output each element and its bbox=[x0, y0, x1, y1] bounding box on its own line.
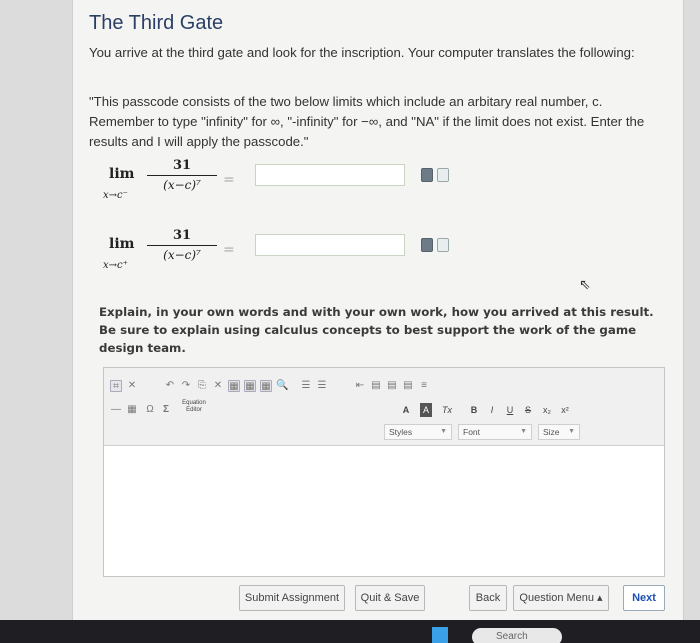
find-icon[interactable]: 🔍 bbox=[276, 380, 289, 391]
explain-prompt: Explain, in your own words and with your own work, how you arrived at this result. Be sure to explain using calculus concepts to best support the work of the game design team. bbox=[99, 305, 654, 355]
superscript-button[interactable]: x² bbox=[561, 405, 569, 415]
remove-format-icon[interactable]: ✕ bbox=[213, 380, 223, 391]
paste-icon[interactable]: ▦ bbox=[229, 381, 239, 392]
strike-button[interactable]: S bbox=[524, 405, 531, 415]
assignment-page bbox=[72, 0, 684, 620]
paste-text-icon[interactable]: ▦ bbox=[245, 381, 255, 392]
styles-label: Styles bbox=[389, 427, 413, 437]
underline-button[interactable]: U bbox=[506, 405, 514, 415]
lim-label: lim bbox=[109, 166, 135, 182]
intro-text: You arrive at the third gate and look for the inscription. Your computer translates the following: bbox=[89, 45, 635, 60]
copy-icon[interactable]: ⎘ bbox=[198, 380, 206, 391]
align-right-icon[interactable]: ▤ bbox=[403, 380, 413, 391]
mouse-cursor-icon: ⇖ bbox=[579, 276, 591, 292]
document-icon[interactable] bbox=[437, 238, 449, 252]
lim-approach: x→c⁻ bbox=[103, 190, 128, 201]
justify-icon[interactable]: ≡ bbox=[421, 380, 427, 391]
size-select[interactable] bbox=[538, 424, 580, 440]
horizontal-rule-icon[interactable]: — bbox=[111, 404, 121, 415]
lim-approach: x→c⁺ bbox=[103, 260, 128, 271]
chevron-down-icon: ▼ bbox=[520, 428, 527, 435]
equals-sign: = bbox=[223, 172, 235, 188]
bg-color-button[interactable]: A bbox=[420, 403, 432, 417]
equation-editor-button[interactable]: Equation Editor bbox=[182, 400, 206, 413]
sigma-icon[interactable]: Σ bbox=[162, 404, 169, 415]
page-title: The Third Gate bbox=[89, 12, 224, 34]
source-icon[interactable]: ⌗ bbox=[110, 380, 122, 392]
document-icon[interactable] bbox=[437, 168, 449, 182]
styles-select[interactable] bbox=[384, 424, 452, 440]
numerator: 31 bbox=[147, 228, 217, 246]
equation-icon[interactable] bbox=[421, 238, 433, 252]
answer-input-right[interactable] bbox=[255, 234, 405, 256]
subscript-button[interactable]: x₂ bbox=[543, 405, 551, 415]
size-label: Size bbox=[543, 427, 560, 437]
inscription-text: "This passcode consists of the two below limits which include an arbitary real number, c. Remember to type "infinity" for ∞, "-infinity" for −∞, and "NA" if the limit does not exist. Enter the results and I will apply the passcode." bbox=[89, 94, 645, 149]
font-select[interactable] bbox=[458, 424, 532, 440]
limit-right bbox=[103, 228, 433, 272]
fraction bbox=[147, 228, 217, 262]
lim-label: lim bbox=[109, 236, 135, 252]
bold-button[interactable]: B bbox=[470, 405, 478, 415]
paste-word-icon[interactable]: ▦ bbox=[261, 381, 271, 392]
back-button[interactable]: Back bbox=[469, 585, 507, 611]
chevron-down-icon: ▼ bbox=[568, 428, 575, 435]
windows-logo-icon[interactable] bbox=[432, 627, 448, 643]
italic-button[interactable]: I bbox=[490, 405, 494, 415]
fraction bbox=[147, 158, 217, 192]
align-left-icon[interactable]: ▤ bbox=[371, 380, 381, 391]
font-label: Font bbox=[463, 427, 481, 437]
chevron-down-icon: ▼ bbox=[440, 428, 447, 435]
answer-input-left[interactable] bbox=[255, 164, 405, 186]
align-center-icon[interactable]: ▤ bbox=[387, 380, 397, 391]
redo-icon[interactable]: ↷ bbox=[181, 380, 191, 391]
equals-sign: = bbox=[223, 242, 235, 258]
editor-content-area[interactable] bbox=[104, 447, 664, 576]
taskbar-search[interactable]: Search bbox=[472, 628, 562, 643]
rich-text-editor[interactable] bbox=[103, 367, 665, 577]
equation-icon[interactable] bbox=[421, 168, 433, 182]
outdent-icon[interactable]: ⇤ bbox=[355, 380, 365, 391]
quit-save-button[interactable]: Quit & Save bbox=[355, 585, 425, 611]
numerator: 31 bbox=[147, 158, 217, 176]
table-icon[interactable]: ▦ bbox=[127, 404, 137, 415]
editor-toolbar bbox=[104, 368, 664, 446]
special-char-icon[interactable]: Ω bbox=[146, 404, 154, 415]
undo-icon[interactable]: ↶ bbox=[165, 380, 175, 391]
question-menu-button[interactable]: Question Menu ▴ bbox=[513, 585, 609, 611]
denominator: (x−c)⁷ bbox=[163, 248, 201, 262]
cut-icon[interactable]: ✕ bbox=[127, 380, 137, 391]
denominator: (x−c)⁷ bbox=[163, 178, 201, 192]
submit-assignment-button[interactable]: Submit Assignment bbox=[239, 585, 345, 611]
limit-left bbox=[103, 158, 433, 202]
next-button[interactable]: Next bbox=[623, 585, 665, 611]
text-color-button[interactable]: A bbox=[402, 405, 410, 415]
remove-format-button[interactable]: Tx bbox=[442, 405, 452, 415]
numbered-list-icon[interactable]: ☰ bbox=[301, 380, 311, 391]
taskbar bbox=[0, 620, 700, 643]
bulleted-list-icon[interactable]: ☰ bbox=[317, 380, 327, 391]
